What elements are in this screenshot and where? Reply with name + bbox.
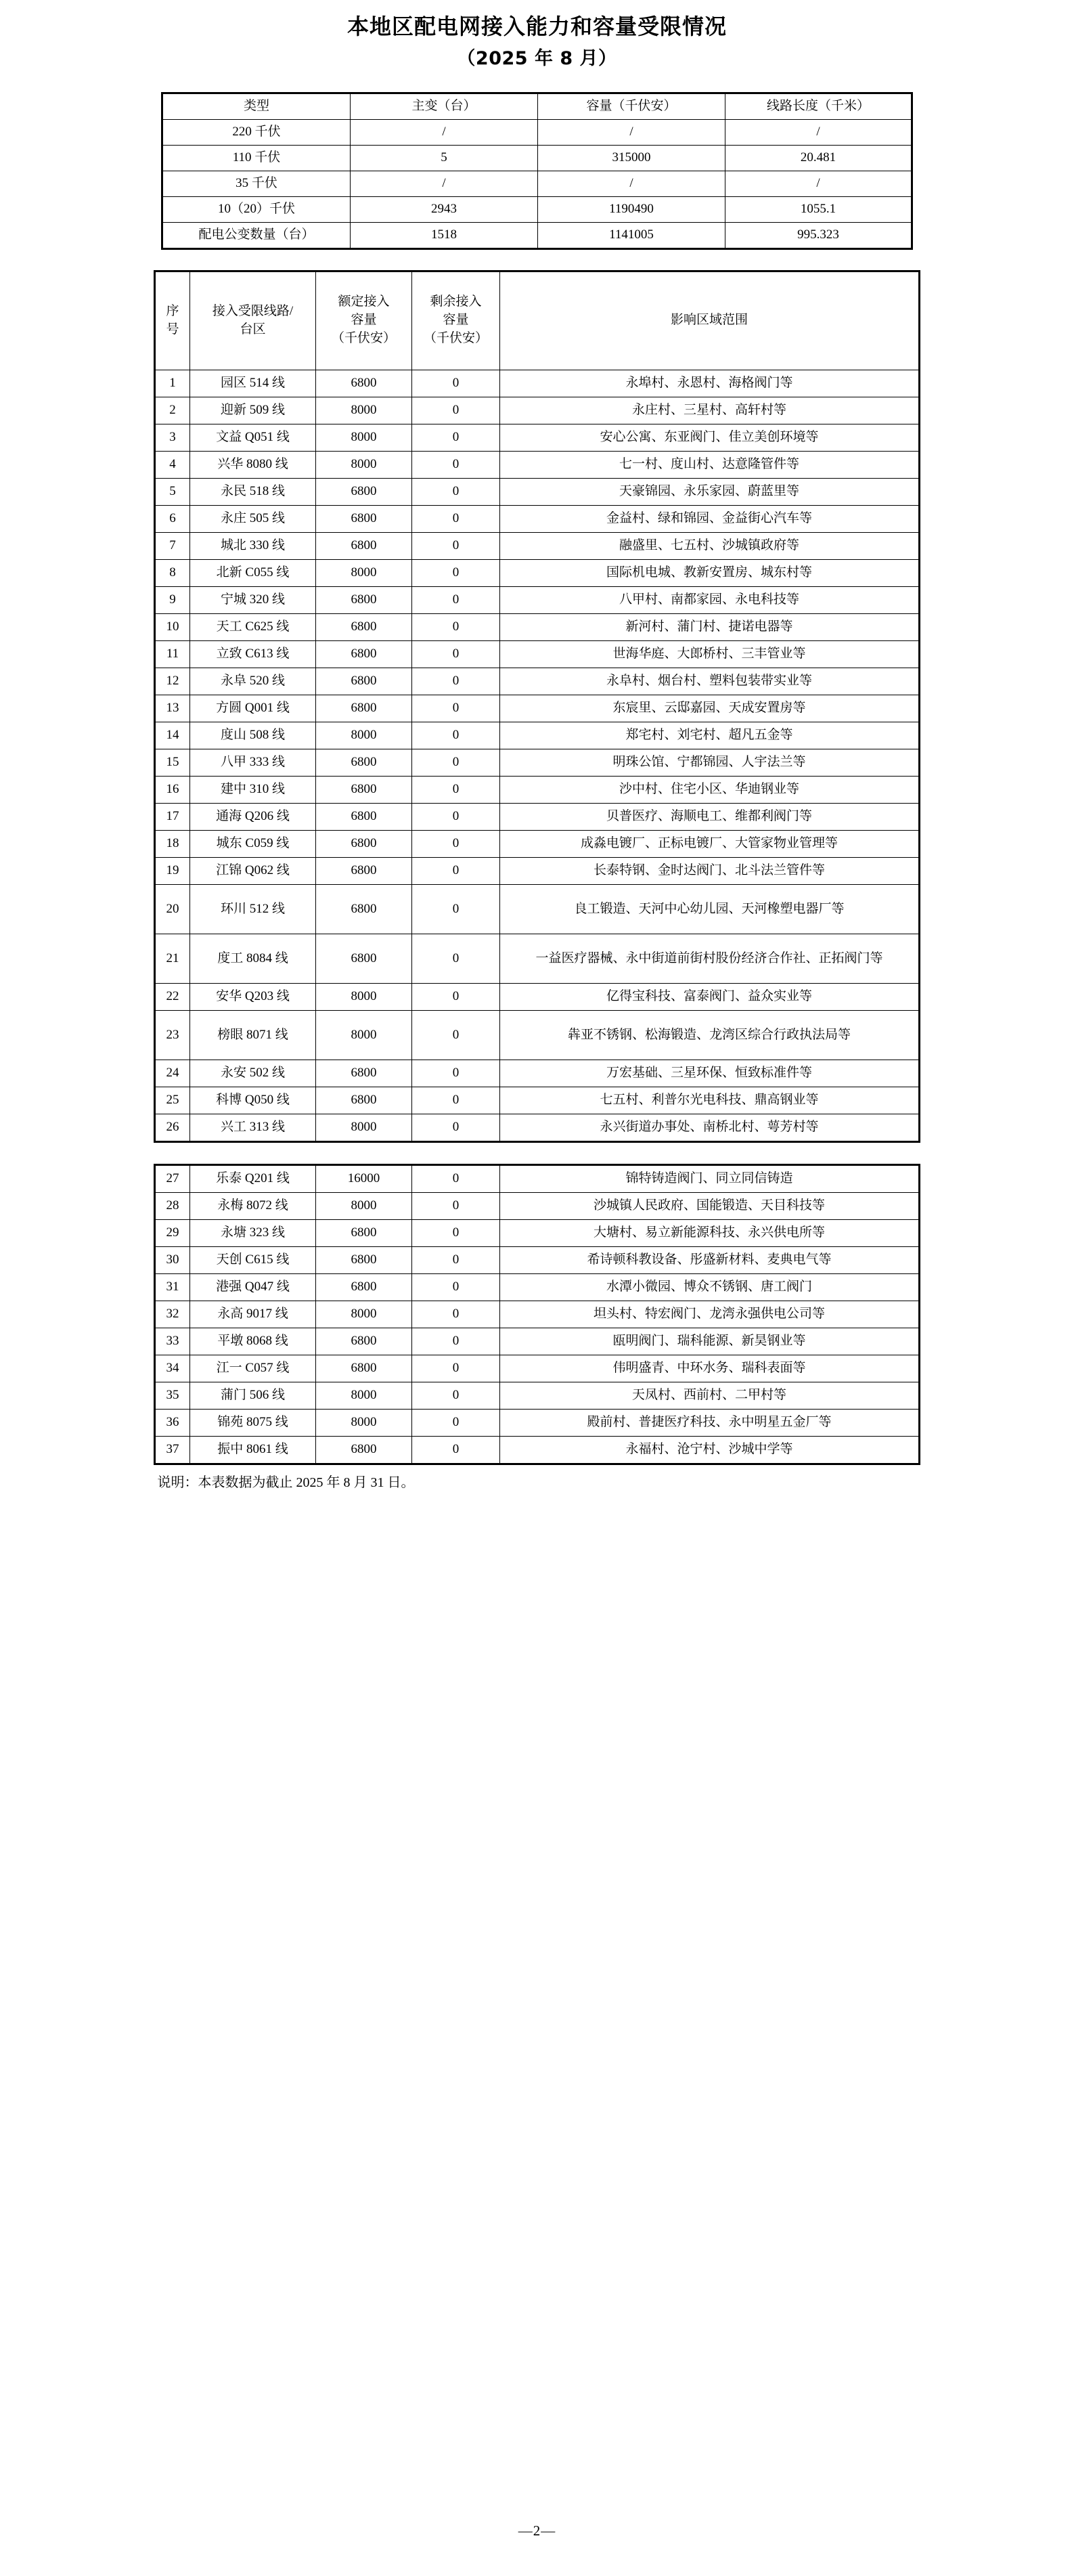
table-row bbox=[155, 1328, 920, 1355]
cell-remaining-capacity: 0 bbox=[412, 1219, 500, 1246]
table-row bbox=[155, 424, 920, 451]
table-row bbox=[155, 1301, 920, 1328]
cell-rated-capacity: 8000 bbox=[316, 397, 412, 424]
cell-index: 16 bbox=[155, 776, 190, 803]
summary-table bbox=[161, 92, 913, 250]
table-row bbox=[162, 196, 912, 222]
table-row bbox=[155, 830, 920, 857]
cell-line-name: 永塘 323 线 bbox=[190, 1219, 316, 1246]
header-line-l1: 接入受限线路/ bbox=[212, 303, 294, 318]
table-row bbox=[155, 559, 920, 586]
cell-line-name: 城东 C059 线 bbox=[190, 830, 316, 857]
table-row bbox=[155, 1436, 920, 1464]
cell-remaining-capacity: 0 bbox=[412, 722, 500, 749]
table-row bbox=[162, 171, 912, 196]
table-row bbox=[155, 1409, 920, 1436]
cell-capacity: / bbox=[538, 119, 725, 145]
cell-line-name: 锦苑 8075 线 bbox=[190, 1409, 316, 1436]
detail-table-body-part-2 bbox=[155, 1164, 920, 1464]
cell-remaining-capacity: 0 bbox=[412, 1164, 500, 1192]
cell-rated-capacity: 6800 bbox=[316, 1355, 412, 1382]
cell-rated-capacity: 6800 bbox=[316, 1219, 412, 1246]
cell-affected-area: 永福村、沧宁村、沙城中学等 bbox=[500, 1436, 920, 1464]
table-row bbox=[155, 1382, 920, 1409]
cell-type: 35 千伏 bbox=[162, 171, 351, 196]
cell-rated-capacity: 8000 bbox=[316, 1301, 412, 1328]
cell-affected-area: 八甲村、南都家园、永电科技等 bbox=[500, 586, 920, 613]
header-cell-rated-capacity bbox=[316, 271, 412, 370]
cell-index: 31 bbox=[155, 1273, 190, 1301]
cell-remaining-capacity: 0 bbox=[412, 1192, 500, 1219]
table-row bbox=[155, 532, 920, 559]
cell-remaining-capacity: 0 bbox=[412, 695, 500, 722]
cell-affected-area: 犇亚不锈钢、松海锻造、龙湾区综合行政执法局等 bbox=[500, 1010, 920, 1060]
cell-remaining-capacity: 0 bbox=[412, 1382, 500, 1409]
cell-affected-area: 天凤村、西前村、二甲村等 bbox=[500, 1382, 920, 1409]
cell-index: 33 bbox=[155, 1328, 190, 1355]
cell-index: 7 bbox=[155, 532, 190, 559]
cell-remaining-capacity: 0 bbox=[412, 1409, 500, 1436]
table-row bbox=[155, 668, 920, 695]
summary-table-head bbox=[162, 93, 912, 119]
cell-line-name: 永高 9017 线 bbox=[190, 1301, 316, 1328]
cell-index: 18 bbox=[155, 830, 190, 857]
cell-index: 10 bbox=[155, 613, 190, 640]
cell-line-name: 八甲 333 线 bbox=[190, 749, 316, 776]
cell-index: 26 bbox=[155, 1114, 190, 1141]
cell-rated-capacity: 6800 bbox=[316, 803, 412, 830]
cell-index: 36 bbox=[155, 1409, 190, 1436]
cell-affected-area: 瓯明阀门、瑞科能源、新昊钢业等 bbox=[500, 1328, 920, 1355]
summary-table-body bbox=[162, 119, 912, 248]
cell-line-name: 江一 C057 线 bbox=[190, 1355, 316, 1382]
cell-line-name: 乐泰 Q201 线 bbox=[190, 1164, 316, 1192]
cell-index: 1 bbox=[155, 370, 190, 397]
cell-transformers: / bbox=[351, 171, 538, 196]
table-row bbox=[155, 613, 920, 640]
cell-index: 35 bbox=[155, 1382, 190, 1409]
header-index-char-2: 号 bbox=[166, 322, 179, 336]
table-row bbox=[155, 857, 920, 884]
cell-affected-area: 一益医疗器械、永中街道前街村股份经济合作社、正拓阀门等 bbox=[500, 934, 920, 983]
cell-line-name: 安华 Q203 线 bbox=[190, 983, 316, 1010]
cell-type: 220 千伏 bbox=[162, 119, 351, 145]
cell-rated-capacity: 6800 bbox=[316, 668, 412, 695]
cell-rated-capacity: 6800 bbox=[316, 1246, 412, 1273]
cell-remaining-capacity: 0 bbox=[412, 1301, 500, 1328]
header-rated-l1: 额定接入 bbox=[338, 294, 390, 309]
cell-line-length: 1055.1 bbox=[725, 196, 912, 222]
cell-affected-area: 亿得宝科技、富泰阀门、益众实业等 bbox=[500, 983, 920, 1010]
header-cell-transformers: 主变（台） bbox=[351, 93, 538, 119]
cell-line-name: 立致 C613 线 bbox=[190, 640, 316, 668]
cell-line-name: 宁城 320 线 bbox=[190, 586, 316, 613]
cell-index: 20 bbox=[155, 884, 190, 934]
table-row bbox=[155, 1164, 920, 1192]
cell-rated-capacity: 8000 bbox=[316, 1192, 412, 1219]
cell-line-name: 文益 Q051 线 bbox=[190, 424, 316, 451]
header-cell-affected-area: 影响区域范围 bbox=[500, 271, 920, 370]
cell-type: 10（20）千伏 bbox=[162, 196, 351, 222]
cell-line-length: / bbox=[725, 171, 912, 196]
cell-capacity: 315000 bbox=[538, 145, 725, 171]
cell-transformers: 5 bbox=[351, 145, 538, 171]
summary-table-wrapper bbox=[0, 73, 1074, 250]
cell-index: 32 bbox=[155, 1301, 190, 1328]
page-title: 本地区配电网接入能力和容量受限情况 bbox=[346, 14, 727, 39]
cell-affected-area: 沙中村、住宅小区、华迪钢业等 bbox=[500, 776, 920, 803]
cell-remaining-capacity: 0 bbox=[412, 776, 500, 803]
cell-affected-area: 七五村、利普尔光电科技、鼎高钢业等 bbox=[500, 1087, 920, 1114]
cell-index: 12 bbox=[155, 668, 190, 695]
cell-line-name: 兴工 313 线 bbox=[190, 1114, 316, 1141]
cell-rated-capacity: 6800 bbox=[316, 1328, 412, 1355]
cell-index: 28 bbox=[155, 1192, 190, 1219]
cell-capacity: / bbox=[538, 171, 725, 196]
cell-index: 11 bbox=[155, 640, 190, 668]
table-row bbox=[155, 505, 920, 532]
cell-affected-area: 沙城镇人民政府、国能锻造、天目科技等 bbox=[500, 1192, 920, 1219]
cell-rated-capacity: 8000 bbox=[316, 1114, 412, 1141]
table-row bbox=[155, 1273, 920, 1301]
cell-remaining-capacity: 0 bbox=[412, 559, 500, 586]
table-row bbox=[155, 884, 920, 934]
detail-table-part-1 bbox=[154, 270, 920, 1143]
cell-rated-capacity: 6800 bbox=[316, 1436, 412, 1464]
cell-rated-capacity: 8000 bbox=[316, 1010, 412, 1060]
table-row bbox=[155, 1087, 920, 1114]
cell-index: 25 bbox=[155, 1087, 190, 1114]
cell-affected-area: 永埠村、永恩村、海格阀门等 bbox=[500, 370, 920, 397]
cell-line-name: 永阜 520 线 bbox=[190, 668, 316, 695]
cell-rated-capacity: 16000 bbox=[316, 1164, 412, 1192]
cell-index: 23 bbox=[155, 1010, 190, 1060]
cell-index: 27 bbox=[155, 1164, 190, 1192]
table-row bbox=[155, 1246, 920, 1273]
cell-line-length: 995.323 bbox=[725, 222, 912, 248]
cell-rated-capacity: 6800 bbox=[316, 749, 412, 776]
cell-remaining-capacity: 0 bbox=[412, 803, 500, 830]
cell-affected-area: 永兴街道办事处、南桥北村、萼芳村等 bbox=[500, 1114, 920, 1141]
cell-index: 17 bbox=[155, 803, 190, 830]
cell-index: 19 bbox=[155, 857, 190, 884]
cell-index: 21 bbox=[155, 934, 190, 983]
header-remaining-l2: 容量 bbox=[443, 313, 469, 328]
table-header-row bbox=[162, 93, 912, 119]
cell-remaining-capacity: 0 bbox=[412, 370, 500, 397]
cell-line-name: 江锦 Q062 线 bbox=[190, 857, 316, 884]
cell-affected-area: 伟明盛青、中环水务、瑞科表面等 bbox=[500, 1355, 920, 1382]
cell-rated-capacity: 6800 bbox=[316, 370, 412, 397]
cell-remaining-capacity: 0 bbox=[412, 1328, 500, 1355]
cell-rated-capacity: 6800 bbox=[316, 1060, 412, 1087]
cell-remaining-capacity: 0 bbox=[412, 1060, 500, 1087]
cell-remaining-capacity: 0 bbox=[412, 424, 500, 451]
header-remaining-l3: （千伏安） bbox=[423, 331, 488, 346]
cell-index: 3 bbox=[155, 424, 190, 451]
title-block bbox=[0, 0, 1074, 73]
cell-transformers: 1518 bbox=[351, 222, 538, 248]
table-row bbox=[155, 1355, 920, 1382]
cell-remaining-capacity: 0 bbox=[412, 586, 500, 613]
cell-affected-area: 金益村、绿和锦园、金益街心汽车等 bbox=[500, 505, 920, 532]
table-row bbox=[155, 478, 920, 505]
table-header-row bbox=[155, 271, 920, 370]
cell-affected-area: 锦特铸造阀门、同立同信铸造 bbox=[500, 1164, 920, 1192]
cell-affected-area: 世海华庭、大郎桥村、三丰管业等 bbox=[500, 640, 920, 668]
cell-rated-capacity: 8000 bbox=[316, 1409, 412, 1436]
cell-affected-area: 永庄村、三星村、高轩村等 bbox=[500, 397, 920, 424]
cell-line-name: 园区 514 线 bbox=[190, 370, 316, 397]
header-cell-remaining-capacity bbox=[412, 271, 500, 370]
page-number: —2— bbox=[518, 2523, 556, 2539]
table-row bbox=[155, 776, 920, 803]
cell-line-name: 方圆 Q001 线 bbox=[190, 695, 316, 722]
cell-type: 110 千伏 bbox=[162, 145, 351, 171]
cell-rated-capacity: 6800 bbox=[316, 830, 412, 857]
cell-remaining-capacity: 0 bbox=[412, 830, 500, 857]
cell-affected-area: 永阜村、烟台村、塑料包装带实业等 bbox=[500, 668, 920, 695]
cell-index: 9 bbox=[155, 586, 190, 613]
header-line-l2: 台区 bbox=[240, 322, 266, 336]
cell-line-length: / bbox=[725, 119, 912, 145]
table-row bbox=[155, 397, 920, 424]
header-cell-capacity: 容量（千伏安） bbox=[538, 93, 725, 119]
cell-transformers: / bbox=[351, 119, 538, 145]
cell-affected-area: 融盛里、七五村、沙城镇政府等 bbox=[500, 532, 920, 559]
detail-table-part-2 bbox=[154, 1164, 920, 1465]
cell-rated-capacity: 6800 bbox=[316, 505, 412, 532]
header-index-char-1: 序 bbox=[166, 303, 179, 318]
cell-rated-capacity: 8000 bbox=[316, 1382, 412, 1409]
cell-line-name: 永庄 505 线 bbox=[190, 505, 316, 532]
cell-index: 37 bbox=[155, 1436, 190, 1464]
cell-index: 24 bbox=[155, 1060, 190, 1087]
cell-remaining-capacity: 0 bbox=[412, 1087, 500, 1114]
table-row bbox=[155, 1114, 920, 1141]
header-cell-line-length: 线路长度（千米） bbox=[725, 93, 912, 119]
cell-line-name: 平墩 8068 线 bbox=[190, 1328, 316, 1355]
table-row bbox=[162, 145, 912, 171]
table-row bbox=[155, 934, 920, 983]
cell-transformers: 2943 bbox=[351, 196, 538, 222]
cell-remaining-capacity: 0 bbox=[412, 934, 500, 983]
cell-line-name: 通海 Q206 线 bbox=[190, 803, 316, 830]
cell-affected-area: 殿前村、普捷医疗科技、永中明星五金厂等 bbox=[500, 1409, 920, 1436]
cell-affected-area: 安心公寓、东亚阀门、佳立美创环境等 bbox=[500, 424, 920, 451]
table-row bbox=[155, 586, 920, 613]
cell-line-name: 永安 502 线 bbox=[190, 1060, 316, 1087]
table-row bbox=[155, 722, 920, 749]
cell-rated-capacity: 8000 bbox=[316, 559, 412, 586]
cell-line-name: 振中 8061 线 bbox=[190, 1436, 316, 1464]
cell-affected-area: 希诗顿科教设备、彤盛新材料、麦典电气等 bbox=[500, 1246, 920, 1273]
cell-index: 8 bbox=[155, 559, 190, 586]
table-row bbox=[162, 222, 912, 248]
header-cell-line bbox=[190, 271, 316, 370]
cell-rated-capacity: 8000 bbox=[316, 424, 412, 451]
cell-rated-capacity: 6800 bbox=[316, 884, 412, 934]
header-remaining-l1: 剩余接入 bbox=[430, 294, 482, 309]
cell-index: 30 bbox=[155, 1246, 190, 1273]
cell-line-name: 港强 Q047 线 bbox=[190, 1273, 316, 1301]
cell-remaining-capacity: 0 bbox=[412, 749, 500, 776]
cell-remaining-capacity: 0 bbox=[412, 532, 500, 559]
cell-index: 22 bbox=[155, 983, 190, 1010]
cell-line-name: 度工 8084 线 bbox=[190, 934, 316, 983]
cell-affected-area: 长泰特钢、金时达阀门、北斗法兰管件等 bbox=[500, 857, 920, 884]
cell-index: 4 bbox=[155, 451, 190, 478]
table-row bbox=[155, 695, 920, 722]
cell-line-name: 天工 C625 线 bbox=[190, 613, 316, 640]
cell-rated-capacity: 6800 bbox=[316, 695, 412, 722]
table-row bbox=[155, 983, 920, 1010]
cell-line-name: 科博 Q050 线 bbox=[190, 1087, 316, 1114]
cell-index: 5 bbox=[155, 478, 190, 505]
cell-line-name: 环川 512 线 bbox=[190, 884, 316, 934]
cell-remaining-capacity: 0 bbox=[412, 478, 500, 505]
cell-line-name: 建中 310 线 bbox=[190, 776, 316, 803]
cell-line-length: 20.481 bbox=[725, 145, 912, 171]
page-subtitle: （2025 年 8 月） bbox=[457, 48, 617, 70]
cell-rated-capacity: 8000 bbox=[316, 722, 412, 749]
cell-remaining-capacity: 0 bbox=[412, 640, 500, 668]
cell-rated-capacity: 6800 bbox=[316, 613, 412, 640]
cell-line-name: 天创 C615 线 bbox=[190, 1246, 316, 1273]
cell-remaining-capacity: 0 bbox=[412, 983, 500, 1010]
table-row bbox=[155, 1010, 920, 1060]
cell-affected-area: 国际机电城、教新安置房、城东村等 bbox=[500, 559, 920, 586]
cell-affected-area: 贝普医疗、海顺电工、维都利阀门等 bbox=[500, 803, 920, 830]
cell-index: 29 bbox=[155, 1219, 190, 1246]
cell-affected-area: 东宸里、云邸嘉园、天成安置房等 bbox=[500, 695, 920, 722]
detail-table-b-wrapper bbox=[0, 1143, 1074, 1465]
cell-affected-area: 良工锻造、天河中心幼儿园、天河橡塑电器厂等 bbox=[500, 884, 920, 934]
cell-rated-capacity: 6800 bbox=[316, 532, 412, 559]
cell-remaining-capacity: 0 bbox=[412, 1355, 500, 1382]
cell-remaining-capacity: 0 bbox=[412, 1246, 500, 1273]
cell-index: 14 bbox=[155, 722, 190, 749]
cell-rated-capacity: 6800 bbox=[316, 857, 412, 884]
table-row bbox=[155, 640, 920, 668]
detail-table-head bbox=[155, 271, 920, 370]
detail-table-body-part-1 bbox=[155, 370, 920, 1141]
header-cell-type: 类型 bbox=[162, 93, 351, 119]
detail-table-a-wrapper bbox=[0, 250, 1074, 1143]
cell-line-name: 城北 330 线 bbox=[190, 532, 316, 559]
cell-line-name: 蒲门 506 线 bbox=[190, 1382, 316, 1409]
cell-remaining-capacity: 0 bbox=[412, 884, 500, 934]
cell-line-name: 兴华 8080 线 bbox=[190, 451, 316, 478]
cell-index: 2 bbox=[155, 397, 190, 424]
cell-line-name: 度山 508 线 bbox=[190, 722, 316, 749]
table-row bbox=[155, 803, 920, 830]
cell-remaining-capacity: 0 bbox=[412, 505, 500, 532]
cell-rated-capacity: 8000 bbox=[316, 451, 412, 478]
cell-remaining-capacity: 0 bbox=[412, 1436, 500, 1464]
cell-rated-capacity: 6800 bbox=[316, 478, 412, 505]
cell-index: 15 bbox=[155, 749, 190, 776]
cell-affected-area: 成淼电镀厂、正标电镀厂、大管家物业管理等 bbox=[500, 830, 920, 857]
cell-remaining-capacity: 0 bbox=[412, 1273, 500, 1301]
cell-rated-capacity: 6800 bbox=[316, 1087, 412, 1114]
table-row bbox=[155, 370, 920, 397]
header-rated-l2: 容量 bbox=[351, 313, 377, 328]
cell-affected-area: 新河村、蒲门村、捷诺电器等 bbox=[500, 613, 920, 640]
header-cell-index bbox=[155, 271, 190, 370]
table-row bbox=[155, 749, 920, 776]
cell-remaining-capacity: 0 bbox=[412, 613, 500, 640]
cell-affected-area: 水潭小微园、博众不锈钢、唐工阀门 bbox=[500, 1273, 920, 1301]
table-row bbox=[155, 1060, 920, 1087]
cell-affected-area: 坦头村、特宏阀门、龙湾永强供电公司等 bbox=[500, 1301, 920, 1328]
cell-remaining-capacity: 0 bbox=[412, 668, 500, 695]
cell-line-name: 永民 518 线 bbox=[190, 478, 316, 505]
table-row bbox=[155, 1219, 920, 1246]
cell-affected-area: 万宏基础、三星环保、恒致标准件等 bbox=[500, 1060, 920, 1087]
header-rated-l3: （千伏安） bbox=[331, 331, 396, 346]
cell-remaining-capacity: 0 bbox=[412, 1010, 500, 1060]
cell-affected-area: 七一村、度山村、达意隆管件等 bbox=[500, 451, 920, 478]
cell-rated-capacity: 6800 bbox=[316, 586, 412, 613]
cell-index: 6 bbox=[155, 505, 190, 532]
cell-capacity: 1141005 bbox=[538, 222, 725, 248]
cell-rated-capacity: 6800 bbox=[316, 776, 412, 803]
cell-line-name: 永梅 8072 线 bbox=[190, 1192, 316, 1219]
cell-rated-capacity: 6800 bbox=[316, 640, 412, 668]
cell-index: 13 bbox=[155, 695, 190, 722]
cell-index: 34 bbox=[155, 1355, 190, 1382]
cell-type: 配电公变数量（台） bbox=[162, 222, 351, 248]
cell-affected-area: 大塘村、易立新能源科技、永兴供电所等 bbox=[500, 1219, 920, 1246]
cell-affected-area: 郑宅村、刘宅村、超凡五金等 bbox=[500, 722, 920, 749]
cell-rated-capacity: 6800 bbox=[316, 1273, 412, 1301]
table-note: 说明：本表数据为截止 2025 年 8 月 31 日。 bbox=[157, 1475, 415, 1490]
cell-rated-capacity: 8000 bbox=[316, 983, 412, 1010]
table-row bbox=[155, 1192, 920, 1219]
table-row bbox=[155, 451, 920, 478]
cell-remaining-capacity: 0 bbox=[412, 1114, 500, 1141]
cell-remaining-capacity: 0 bbox=[412, 857, 500, 884]
cell-affected-area: 天豪锦园、永乐家园、蔚蓝里等 bbox=[500, 478, 920, 505]
cell-affected-area: 明珠公馆、宁都锦园、人宇法兰等 bbox=[500, 749, 920, 776]
cell-remaining-capacity: 0 bbox=[412, 397, 500, 424]
cell-capacity: 1190490 bbox=[538, 196, 725, 222]
cell-line-name: 北新 C055 线 bbox=[190, 559, 316, 586]
cell-rated-capacity: 6800 bbox=[316, 934, 412, 983]
cell-line-name: 迎新 509 线 bbox=[190, 397, 316, 424]
table-row bbox=[162, 119, 912, 145]
cell-line-name: 榜眼 8071 线 bbox=[190, 1010, 316, 1060]
cell-remaining-capacity: 0 bbox=[412, 451, 500, 478]
